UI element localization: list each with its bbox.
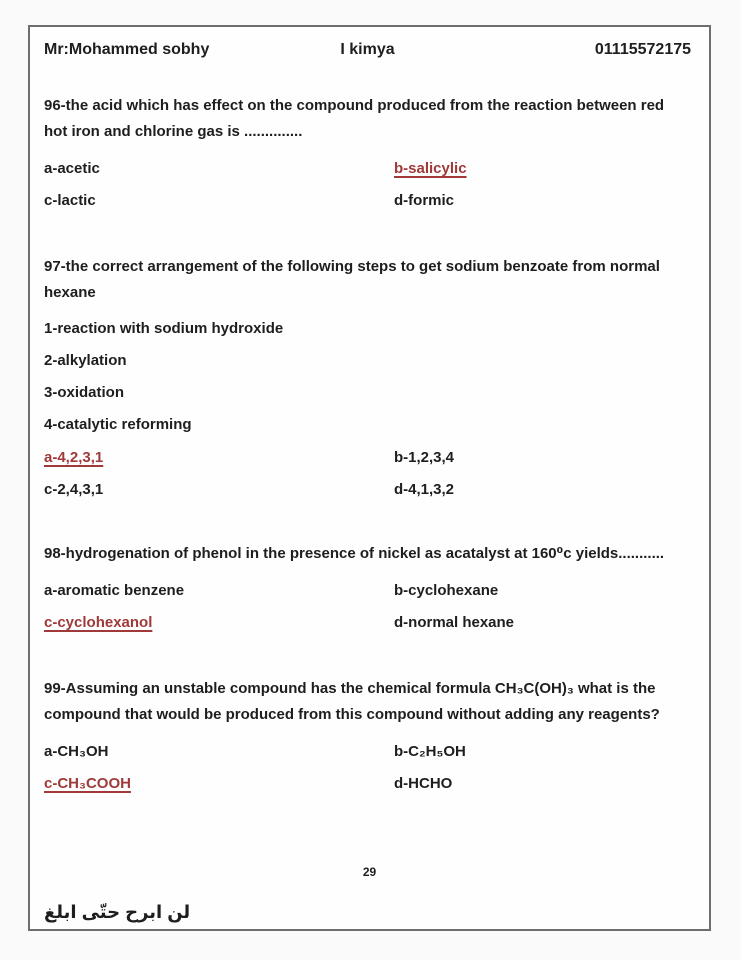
question-97-options — [44, 449, 691, 499]
question-99-text: 99-Assuming an unstable compound has the chemical formula CH₃C(OH)₃ what is the compound that would be produced from this compound without adding any reagents? — [44, 680, 660, 723]
exam-page — [28, 25, 711, 931]
question-97 — [44, 254, 691, 499]
option-96-d: d-formic — [394, 192, 454, 209]
step-4: 4-catalytic reforming — [44, 416, 192, 433]
page-number: 29 — [362, 865, 377, 879]
question-96 — [44, 93, 691, 210]
subject-title: I kimya — [340, 41, 395, 58]
step-3: 3-oxidation — [44, 384, 125, 401]
arabic-footer-note: لن ابرح حتّى ابلغ — [44, 902, 191, 922]
option-97-d: d-4,1,3,2 — [394, 481, 455, 498]
option-99-c: c-CH₃COOH — [44, 775, 131, 792]
page-header — [44, 41, 691, 59]
option-97-b: b-1,2,3,4 — [394, 449, 455, 466]
option-99-b: b-C₂H₅OH — [394, 743, 466, 760]
question-99 — [44, 676, 691, 793]
teacher-name: Mr:Mohammed sobhy — [44, 41, 210, 58]
question-97-steps — [44, 320, 691, 434]
question-99-options — [44, 743, 691, 793]
option-96-b: b-salicylic — [394, 160, 467, 177]
question-96-options — [44, 160, 691, 210]
option-98-d: d-normal hexane — [394, 614, 515, 631]
step-1: 1-reaction with sodium hydroxide — [44, 320, 284, 337]
option-96-a: a-acetic — [44, 160, 100, 177]
option-98-b: b-cyclohexane — [394, 582, 499, 599]
question-97-text: 97-the correct arrangement of the following steps to get sodium benzoate from normal hexane — [44, 258, 660, 301]
option-97-a: a-4,2,3,1 — [44, 449, 104, 466]
option-98-a: a-aromatic benzene — [44, 582, 185, 599]
option-98-c: c-cyclohexanol — [44, 614, 153, 631]
option-99-d: d-HCHO — [394, 775, 453, 792]
option-96-c: c-lactic — [44, 192, 96, 209]
option-97-c: c-2,4,3,1 — [44, 481, 104, 498]
question-98-text: 98-hydrogenation of phenol in the presence of nickel as acatalyst at 160⁰c yields........... — [44, 545, 665, 562]
option-99-a: a-CH₃OH — [44, 743, 109, 760]
step-2: 2-alkylation — [44, 352, 127, 369]
question-98 — [44, 541, 691, 632]
question-96-text: 96-the acid which has effect on the compound produced from the reaction between red hot iron and chlorine gas is .............. — [44, 97, 665, 140]
phone-number: 01115572175 — [594, 41, 692, 58]
question-98-options — [44, 582, 691, 632]
